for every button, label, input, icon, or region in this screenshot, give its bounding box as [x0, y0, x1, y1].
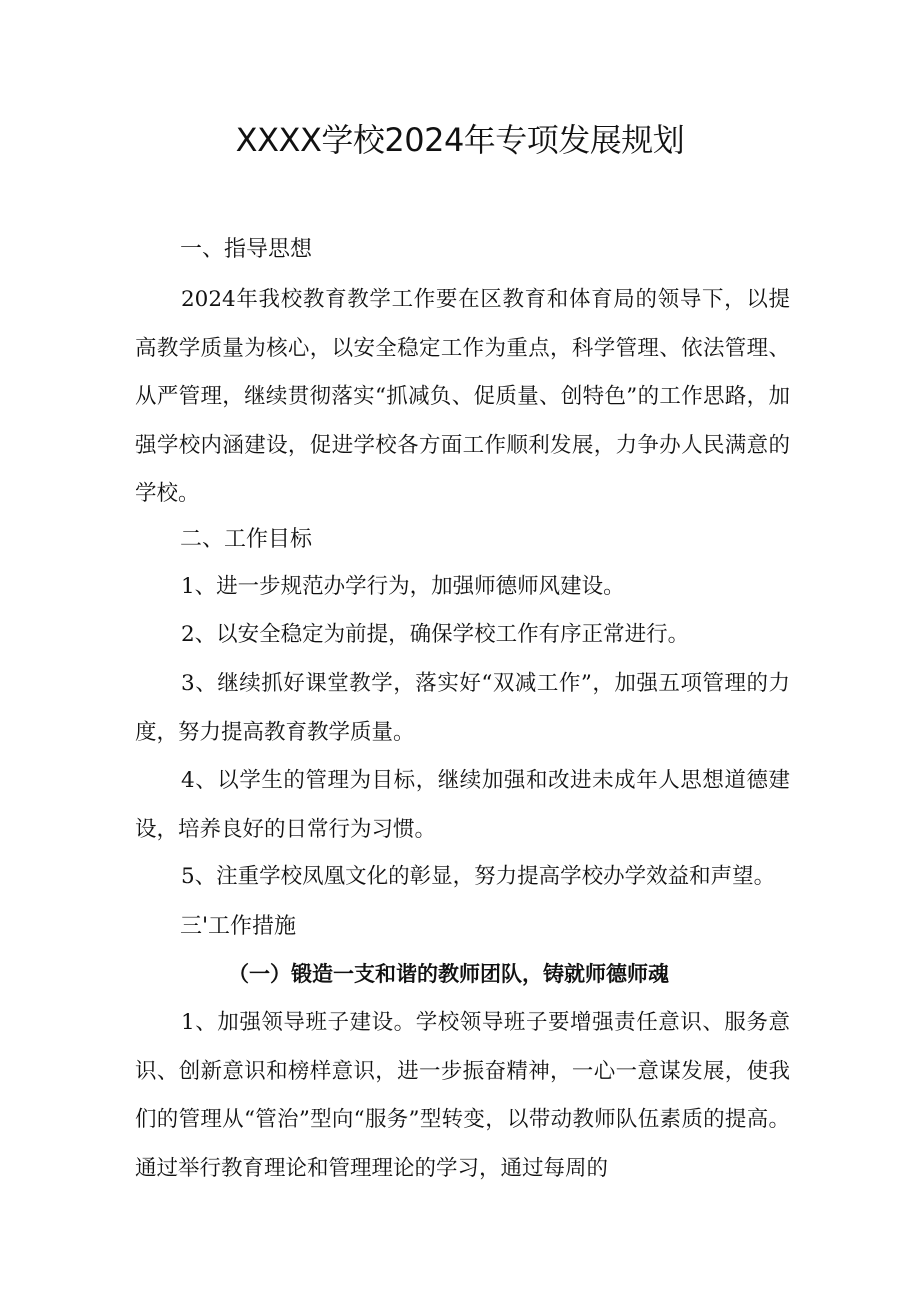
section-heading-work-measures: 三'工作措施 — [180, 914, 297, 939]
paragraph-guiding-ideology: 2024年我校教育教学工作要在区教育和体育局的领导下，以提高教学质量为核心，以安全稳定工作为重点，科学管理、依法管理、从严管理，继续贯彻落实“抓减负、促质量、创特色”的工作思路，加强学校内涵建设，促进学校各方面工作顺利发展，力争办人民满意的学校。 — [135, 287, 790, 506]
goal-item-4: 4、以学生的管理为目标，继续加强和改进未成年人思想道德建设，培养良好的日常行为习惯。 — [135, 768, 790, 842]
subsection-heading-teacher-team: （一）锻造一支和谐的教师团队，铸就师德师魂 — [228, 962, 669, 986]
section-heading-guiding-ideology: 一、指导思想 — [180, 237, 313, 262]
goal-item-1: 1、进一步规范办学行为，加强师德师风建设。 — [181, 574, 625, 599]
section-heading-work-goals: 二、工作目标 — [180, 527, 313, 552]
paragraph-leadership-building: 1、加强领导班子建设。学校领导班子要增强责任意识、服务意识、创新意识和榜样意识，进一步振奋精神，一心一意谋发展，使我们的管理从“管治”型向“服务”型转变，以带动教师队伍素质的提高。通过举行教育理论和管理理论的学习，通过每周的 — [135, 1010, 790, 1181]
goal-item-2: 2、以安全稳定为前提，确保学校工作有序正常进行。 — [181, 622, 690, 647]
goal-item-5: 5、注重学校凤凰文化的彰显，努力提高学校办学效益和声望。 — [181, 864, 776, 889]
goal-item-3: 3、继续抓好课堂教学，落实好“双减工作”，加强五项管理的力度，努力提高教育教学质量。 — [135, 671, 790, 745]
document-title: XXXX学校2024年专项发展规划 — [235, 121, 685, 159]
